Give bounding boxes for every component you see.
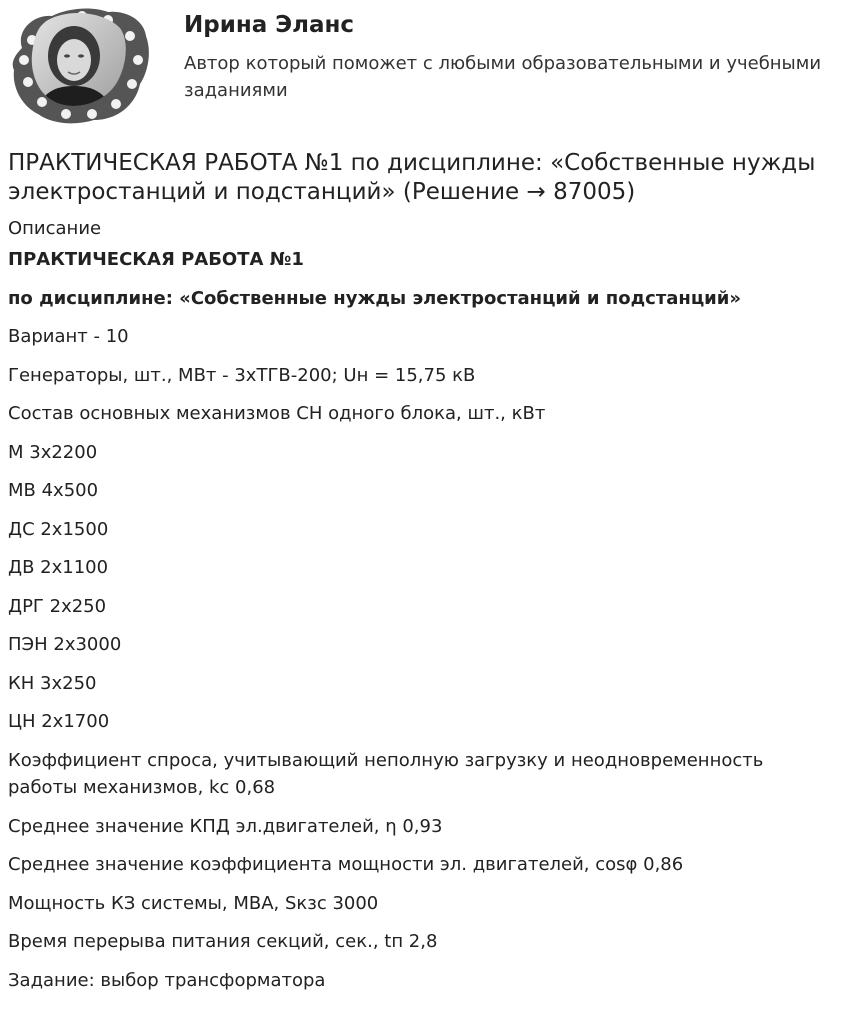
content-line: ЦН 2х1700 <box>8 711 110 732</box>
content-line: Генераторы, шт., МВт - 3хТГВ-200; Uн = 15,75 кВ <box>8 364 476 386</box>
content-line: ДРГ 2х250 <box>8 595 107 617</box>
content-line: М 3х2200 <box>8 441 98 463</box>
author-card <box>8 6 838 130</box>
author-name[interactable]: Ирина Эланс <box>184 12 355 38</box>
author-description: Автор который поможет с любыми образовательными и учебными заданиями <box>184 53 822 101</box>
author-avatar[interactable] <box>8 6 150 126</box>
description-content <box>8 246 838 1005</box>
content-subheading: по дисциплине: «Собственные нужды электростанций и подстанций» <box>8 287 742 309</box>
description-label: Описание <box>8 218 102 239</box>
content-line: Мощность КЗ системы, МВА, Sкзс 3000 <box>8 892 379 914</box>
content-line: МВ 4х500 <box>8 480 99 501</box>
content-line: КН 3х250 <box>8 672 97 694</box>
content-line: Вариант - 10 <box>8 326 129 347</box>
content-line: ПЭН 2х3000 <box>8 634 122 655</box>
content-heading: ПРАКТИЧЕСКАЯ РАБОТА №1 <box>8 249 304 270</box>
content-line: Коэффициент спроса, учитывающий неполную загрузку и неодновременность работы механизмов, kс 0,68 <box>8 749 764 798</box>
content-line: ДС 2х1500 <box>8 518 109 540</box>
content-line: Среднее значение КПД эл.двигателей, η 0,93 <box>8 815 443 837</box>
content-line: Среднее значение коэффициента мощности эл. двигателей, cosφ 0,86 <box>8 854 684 875</box>
content-line: ДВ 2х1100 <box>8 557 109 578</box>
document-title: ПРАКТИЧЕСКАЯ РАБОТА №1 по дисциплине: «Собственные нужды электростанций и подстанций» (Решение → 87005) <box>8 150 816 205</box>
content-line: Время перерыва питания секций, сек., tп 2,8 <box>8 931 438 952</box>
content-line: Задание: выбор трансформатора <box>8 969 326 991</box>
content-line: Состав основных механизмов СН одного блока, шт., кВт <box>8 403 546 424</box>
